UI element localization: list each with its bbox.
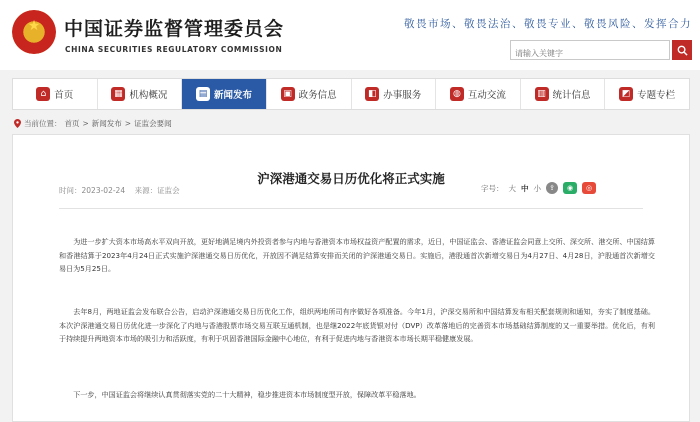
chart-icon: ▥ bbox=[535, 87, 549, 101]
font-size-medium[interactable]: 中 bbox=[521, 183, 529, 193]
nav-label: 互动交流 bbox=[467, 90, 506, 101]
article-paragraph: 去年8月，两地证监会发布联合公告，启动沪深港通交易日历优化工作，组织两地所司有序做好各项准备。今年1月，沪深交易所和中国结算发布相关配套规则和通知，夯实了制度基础。本次沪深港通交易日历优化进一步深化了内地与香港股票市场交易互联互通机制，也是继2022年底货银对付（DVP）改革落地后的完善资本市场基础结算制度的又一重要举措。优化后，有利于持续提升两地资本市场的吸引力和活跃度，有利于巩固香港国际金融中心地位，有利于促进内地与香港资本市场长期平稳健康发展。 bbox=[59, 307, 655, 343]
document-icon: ▣ bbox=[281, 87, 295, 101]
nav-label: 办事服务 bbox=[383, 90, 422, 101]
national-emblem-logo[interactable]: ★ bbox=[12, 10, 56, 54]
font-size-large[interactable]: 大 bbox=[508, 183, 516, 193]
home-icon: ⌂ bbox=[36, 87, 50, 101]
article-title: 沪深港通交易日历优化将正式实施 bbox=[257, 171, 445, 186]
search-icon bbox=[677, 45, 688, 56]
breadcrumb-home[interactable]: 首页 bbox=[64, 119, 80, 128]
font-size-label: 字号： bbox=[481, 183, 504, 193]
site-title-cn: 中国证券监督管理委员会 bbox=[64, 18, 285, 40]
article-tools bbox=[481, 182, 596, 194]
breadcrumb-prefix: 当前位置： bbox=[24, 119, 62, 128]
search-input[interactable] bbox=[511, 46, 659, 62]
news-icon: ▤ bbox=[196, 87, 210, 101]
nav-item-home[interactable] bbox=[13, 79, 98, 109]
weibo-icon[interactable]: ◎ bbox=[582, 182, 596, 194]
nav-item-interaction[interactable] bbox=[436, 79, 521, 109]
column-icon: ◩ bbox=[619, 87, 633, 101]
search-box bbox=[510, 40, 670, 60]
nav-label: 专题专栏 bbox=[637, 90, 676, 101]
wechat-icon[interactable]: ◉ bbox=[563, 182, 577, 194]
article-panel bbox=[12, 134, 690, 422]
article-paragraph: 为进一步扩大资本市场高水平双向开放，更好地满足境内外投资者参与内地与香港资本市场权益资产配置的需求，近日，中国证监会、香港证监会同意上交所、深交所、港交所、中国结算和香港结算于2023年4月24日正式实施沪深港通交易日历优化，开放因不满足结算安排而关闭的沪深港通交易日。实施后，港股通首次新增交易日为4月27日、4月28日，沪股通首次新增交易日为5月25日。 bbox=[59, 237, 655, 273]
title-divider bbox=[59, 208, 643, 209]
nav-label: 统计信息 bbox=[552, 90, 591, 101]
breadcrumb-separator: > bbox=[82, 119, 89, 128]
nav-label: 首页 bbox=[54, 90, 74, 101]
site-title-en: CHINA SECURITIES REGULATORY COMMISSION bbox=[65, 45, 283, 54]
location-pin-icon bbox=[14, 119, 21, 128]
nav-item-statistics[interactable] bbox=[521, 79, 606, 109]
font-size-small[interactable]: 小 bbox=[533, 183, 541, 193]
article-meta bbox=[59, 185, 180, 196]
building-icon: ▦ bbox=[111, 87, 125, 101]
search-button[interactable] bbox=[672, 40, 692, 60]
service-icon: ◧ bbox=[365, 87, 379, 101]
nav-item-news[interactable] bbox=[182, 79, 267, 109]
article-paragraph: 下一步，中国证监会将继续认真贯彻落实党的二十大精神，稳步推进资本市场制度型开放，保障改革平稳落地。 bbox=[73, 390, 421, 399]
breadcrumb bbox=[14, 118, 172, 129]
nav-item-government-info[interactable] bbox=[267, 79, 352, 109]
site-slogan: 敬畏市场、敬畏法治、敬畏专业、敬畏风险、发挥合力 bbox=[404, 18, 692, 30]
article-source: 来源：证监会 bbox=[134, 186, 180, 195]
chat-icon: ◍ bbox=[450, 87, 464, 101]
breadcrumb-csrc-news[interactable]: 证监会要闻 bbox=[134, 119, 172, 128]
nav-label: 政务信息 bbox=[298, 90, 337, 101]
nav-label: 新闻发布 bbox=[214, 90, 253, 101]
main-nav bbox=[12, 78, 690, 110]
share-icon[interactable]: ⇪ bbox=[546, 182, 558, 194]
article-date: 时间：2023-02-24 bbox=[59, 186, 126, 195]
nav-label: 机构概况 bbox=[129, 90, 168, 101]
site-header bbox=[0, 0, 700, 70]
nav-item-organization[interactable] bbox=[98, 79, 183, 109]
nav-item-services[interactable] bbox=[352, 79, 437, 109]
nav-item-special-topics[interactable] bbox=[605, 79, 689, 109]
breadcrumb-news[interactable]: 新闻发布 bbox=[91, 119, 122, 128]
breadcrumb-separator: > bbox=[124, 119, 132, 128]
